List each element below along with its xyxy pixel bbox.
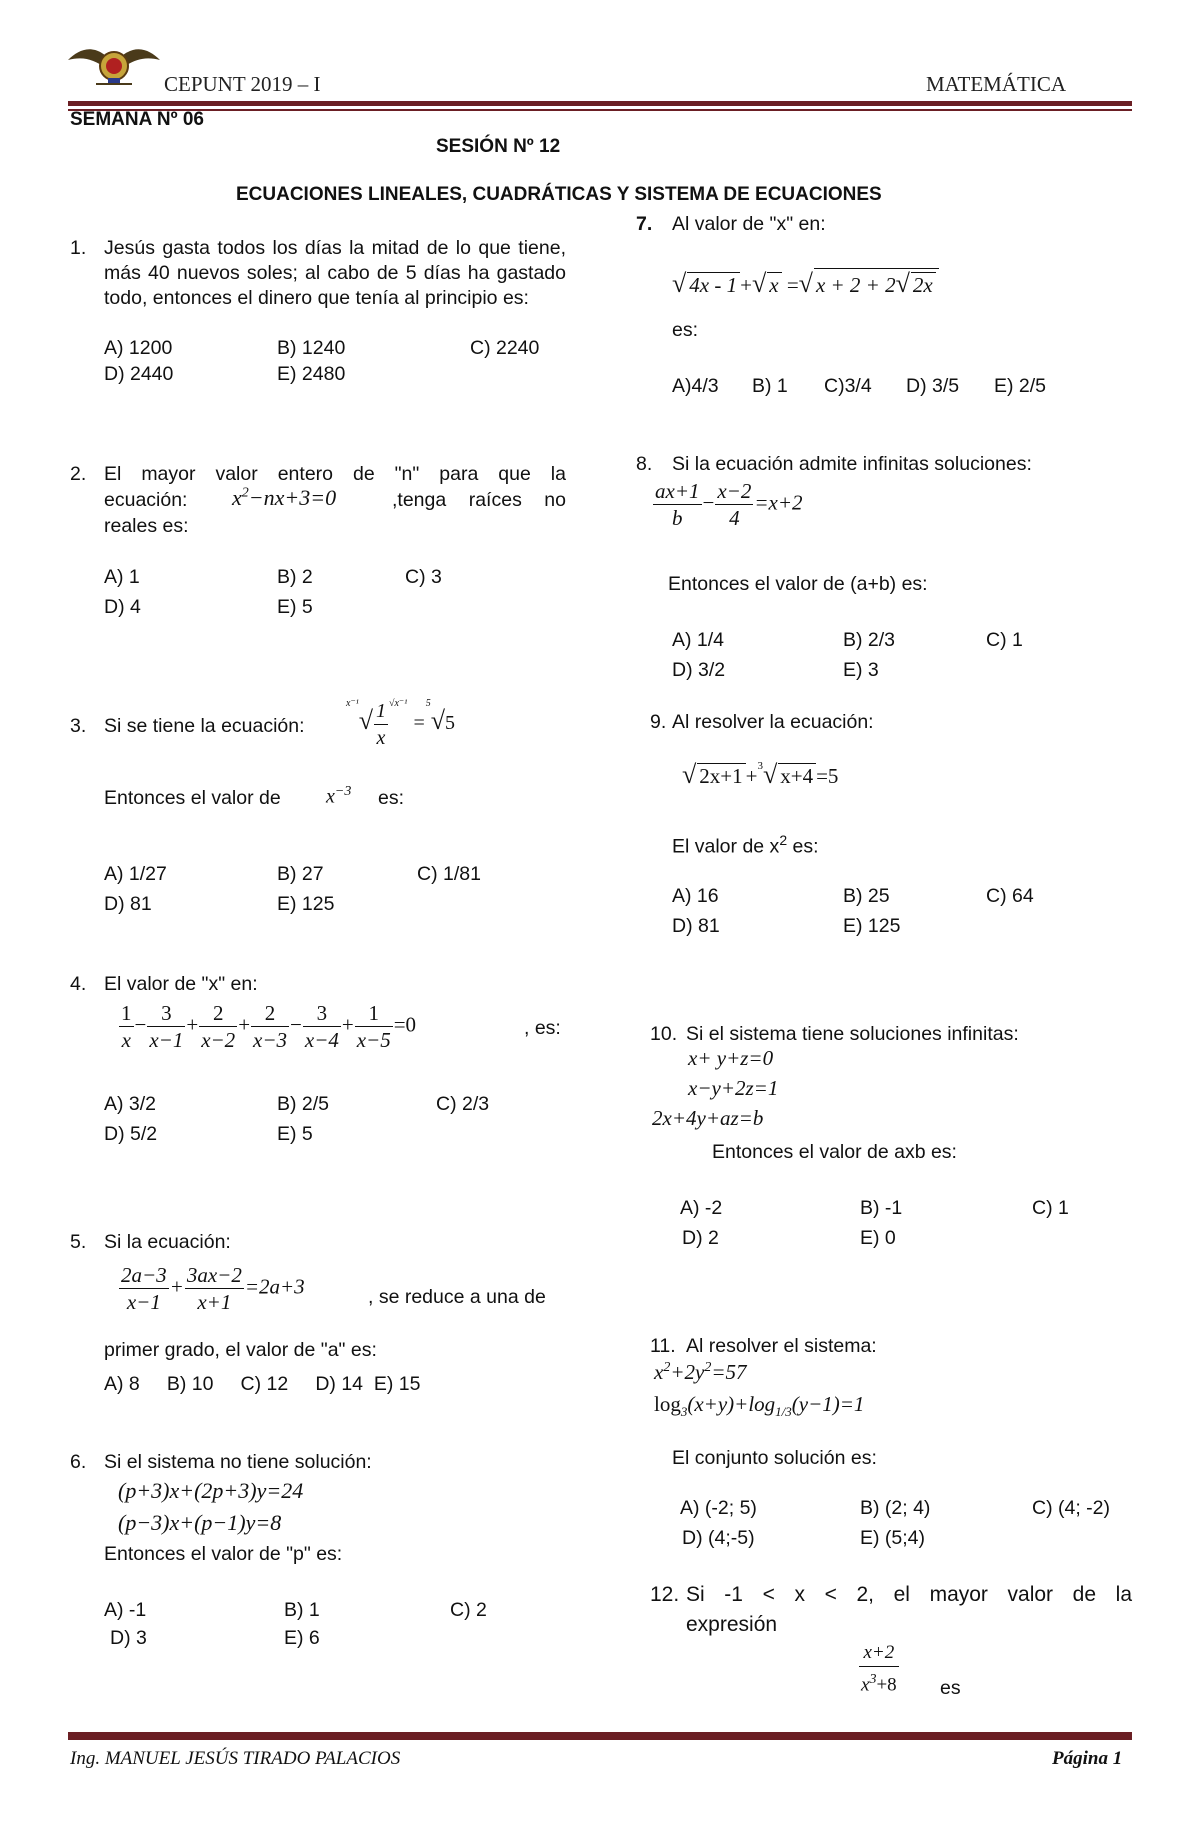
q9-option-b: B) 25 xyxy=(843,885,890,907)
q7-number: 7. xyxy=(636,213,653,235)
q10-option-d: D) 2 xyxy=(682,1227,719,1249)
q9-root-index: 3 xyxy=(757,760,763,772)
q11-e2a: log xyxy=(654,1392,681,1416)
q9-number: 9. xyxy=(650,711,667,733)
q6-option-d: D) 3 xyxy=(110,1627,147,1649)
q2-pre: ecuación: xyxy=(104,489,188,511)
semana-label: SEMANA Nº 06 xyxy=(70,109,204,130)
q3-rhs-index: 5 xyxy=(425,698,431,709)
q4-fraction xyxy=(147,1000,185,1053)
q5-equation xyxy=(118,1262,305,1315)
q11-e2b: (x+y)+log xyxy=(687,1392,776,1416)
footer-page: Página 1 xyxy=(1052,1748,1123,1769)
q4-frac-den: x xyxy=(121,1028,131,1052)
footer-author: Ing. MANUEL JESÚS TIRADO PALACIOS xyxy=(70,1748,401,1769)
q5-rhs: =2a+3 xyxy=(244,1274,305,1299)
q4-sign: + xyxy=(238,1012,251,1037)
q3-option-d: D) 81 xyxy=(104,893,152,915)
q1-text: Jesús gasta todos los días la mitad de lo que tiene, más 40 nuevos soles; al cabo de 5 días ha gastado todo, entonces el dinero que tenía al principio es: xyxy=(104,237,566,309)
q5-frac2-den: x+1 xyxy=(197,1290,232,1314)
q7-es: es: xyxy=(672,319,699,341)
q4-option-e: E) 5 xyxy=(277,1123,313,1145)
q9-line2-exp: 2 xyxy=(779,832,788,848)
q7-option-a: A)4/3 xyxy=(672,375,719,397)
q4-fraction xyxy=(303,1000,341,1053)
q2-eq-rest: −nx+3=0 xyxy=(248,485,337,510)
header-right: MATEMÁTICA xyxy=(926,72,1066,96)
q1-option-e: E) 2480 xyxy=(277,363,346,385)
q2-equation xyxy=(232,485,336,511)
q4-fraction xyxy=(119,1000,134,1053)
q3-option-e: E) 125 xyxy=(277,893,335,915)
q8-line2: Entonces el valor de (a+b) es: xyxy=(668,573,928,595)
q7-option-e: E) 2/5 xyxy=(994,375,1047,397)
q2-number: 2. xyxy=(70,463,87,485)
q6-option-a: A) -1 xyxy=(104,1599,147,1621)
q2-eq-x: x xyxy=(232,485,242,510)
q5-frac1-den: x−1 xyxy=(126,1290,161,1314)
q10-option-b: B) -1 xyxy=(860,1197,903,1219)
q4-frac-den: x−2 xyxy=(201,1028,236,1052)
q4-option-a: A) 3/2 xyxy=(104,1093,157,1115)
q7-root2: x xyxy=(767,272,781,298)
q12-fraction xyxy=(858,1640,900,1698)
q8-option-e: E) 3 xyxy=(843,659,879,681)
q8-option-c: C) 1 xyxy=(986,629,1023,651)
q9-option-c: C) 64 xyxy=(986,885,1034,907)
q5-frac2-num: 3ax−2 xyxy=(186,1263,242,1287)
q10-eq3: 2x+4y+az=b xyxy=(652,1106,764,1130)
q7-root3: x + 2 + 2 xyxy=(815,273,896,297)
q2-eq-exp: 2 xyxy=(241,485,249,501)
q4-number: 4. xyxy=(70,973,87,995)
q11-e2-sub2: 1/3 xyxy=(775,1404,792,1420)
q4-sign: − xyxy=(134,1012,147,1037)
q9-line2 xyxy=(672,828,819,860)
page-title: ECUACIONES LINEALES, CUADRÁTICAS Y SISTEMA DE ECUACIONES xyxy=(236,184,882,205)
q1-option-b: B) 1240 xyxy=(277,337,346,359)
q8-option-b: B) 2/3 xyxy=(843,629,896,651)
q5-tail: , se reduce a una de xyxy=(368,1286,546,1308)
header-left: CEPUNT 2019 – I xyxy=(164,72,321,96)
q4-option-b: B) 2/5 xyxy=(277,1093,330,1115)
q12-line2: expresión xyxy=(686,1613,778,1636)
q1-option-d: D) 2440 xyxy=(104,363,174,385)
q1-option-c: C) 2240 xyxy=(470,337,540,359)
q5-line2: primer grado, el valor de "a" es: xyxy=(104,1339,377,1361)
q3-rhs: 5 xyxy=(444,712,455,735)
q3-x: x xyxy=(326,785,335,808)
q3-line2b: es: xyxy=(378,787,405,809)
q12-frac-num: x+2 xyxy=(859,1640,899,1667)
q3-option-b: B) 27 xyxy=(277,863,324,885)
q4-fraction xyxy=(251,1000,289,1053)
q10-text: Si el sistema tiene soluciones infinitas: xyxy=(686,1023,1019,1045)
q3-number: 3. xyxy=(70,715,87,737)
q8-option-a: A) 1/4 xyxy=(672,629,725,651)
q8-minus: − xyxy=(702,490,715,515)
q5-text: Si la ecuación: xyxy=(104,1231,231,1253)
q12-den-exp: 3 xyxy=(869,1672,877,1687)
q4-frac-num: 3 xyxy=(303,1000,341,1027)
q11-option-d: D) (4;-5) xyxy=(682,1527,755,1549)
q10-eq2: x−y+2z=1 xyxy=(688,1076,779,1100)
q2-option-e: E) 5 xyxy=(277,596,313,618)
q10-option-a: A) -2 xyxy=(680,1197,723,1219)
q4-tail: , es: xyxy=(524,1017,561,1039)
q12-es: es xyxy=(940,1677,961,1699)
q4-frac-num: 2 xyxy=(199,1000,237,1027)
q3-line2a: Entonces el valor de xyxy=(104,787,281,809)
q12-frac-den xyxy=(859,1667,899,1698)
q4-frac-num: 1 xyxy=(121,1001,132,1025)
q8-frac1-den: b xyxy=(672,506,683,530)
q3-xpow xyxy=(326,784,351,809)
q3-exp: −3 xyxy=(334,784,352,799)
q7-option-c: C)3/4 xyxy=(824,375,872,397)
q11-e1-exp2: 2 xyxy=(704,1360,712,1375)
q11-e1a: x xyxy=(654,1360,664,1384)
q4-option-c: C) 2/3 xyxy=(436,1093,490,1115)
q8-frac2-den: 4 xyxy=(729,506,740,530)
q4-fraction xyxy=(199,1000,237,1053)
q4-text: El valor de "x" en: xyxy=(104,973,258,995)
q5-number: 5. xyxy=(70,1231,87,1253)
q1-option-a: A) 1200 xyxy=(104,337,173,359)
q11-e2c: (y−1)=1 xyxy=(791,1392,865,1416)
q11-option-a: A) (-2; 5) xyxy=(680,1497,757,1519)
q8-text: Si la ecuación admite infinitas soluciones: xyxy=(672,453,1032,475)
q6-number: 6. xyxy=(70,1451,87,1473)
q9-root2: x+4 xyxy=(778,763,816,789)
q10-option-c: C) 1 xyxy=(1032,1197,1069,1219)
q9-plus: + xyxy=(745,764,758,788)
q9-rhs: =5 xyxy=(816,764,839,788)
q3-frac-den: x xyxy=(376,727,386,749)
q9-line2b: es: xyxy=(787,835,819,858)
q9-equation: √ 2x+1 +$^3$√ x+4 =5 xyxy=(682,760,839,789)
q3-option-a: A) 1/27 xyxy=(104,863,167,885)
q5-plus: + xyxy=(169,1274,184,1299)
q2-option-a: A) 1 xyxy=(104,566,140,588)
q2-post: ,tenga raíces no xyxy=(392,489,566,511)
q10-number: 10. xyxy=(650,1023,678,1045)
q6-eq1: (p+3)x+(2p+3)y=24 xyxy=(118,1478,304,1503)
q6-option-c: C) 2 xyxy=(450,1599,487,1621)
q10-line2: Entonces el valor de axb es: xyxy=(712,1141,957,1163)
q4-frac-den: x−1 xyxy=(149,1028,184,1052)
q2-option-b: B) 2 xyxy=(277,566,313,588)
q7-text: Al valor de "x" en: xyxy=(672,213,826,235)
q8-frac2-num: x−2 xyxy=(717,479,752,503)
q4-frac-num: 3 xyxy=(147,1000,185,1027)
q8-rhs: =x+2 xyxy=(754,490,803,515)
q7-option-b: B) 1 xyxy=(752,375,788,397)
q11-number: 11. xyxy=(650,1335,676,1357)
q5-frac1-num: 2a−3 xyxy=(121,1263,167,1287)
q10-eq1: x+ y+z=0 xyxy=(688,1046,774,1070)
header-rule-thin xyxy=(68,109,1132,111)
q10-option-e: E) 0 xyxy=(860,1227,896,1249)
q9-text: Al resolver la ecuación: xyxy=(672,711,874,733)
q6-option-b: B) 1 xyxy=(284,1599,320,1621)
q2-line3: reales es: xyxy=(104,515,189,537)
q9-line2a: El valor de x xyxy=(672,835,780,858)
q12-line1: Si -1 < x < 2, el mayor valor de la xyxy=(686,1583,1132,1606)
q11-e1b: +2y xyxy=(670,1360,705,1384)
q7-root4: 2x xyxy=(911,272,936,298)
q12-den-rest: +8 xyxy=(876,1674,897,1696)
q11-text: Al resolver el sistema: xyxy=(686,1335,877,1357)
q2-option-c: C) 3 xyxy=(405,566,442,588)
header-rule xyxy=(68,101,1132,106)
q3-frac-num: 1 xyxy=(374,698,388,725)
q8-number: 8. xyxy=(636,453,653,475)
q7-option-d: D) 3/5 xyxy=(906,375,960,397)
q4-option-d: D) 5/2 xyxy=(104,1123,158,1145)
q11-eq2 xyxy=(654,1392,864,1420)
q12-number: 12. xyxy=(650,1583,680,1606)
q3-equation: $^{x^{-1}}$√ $\frac{1}{x}$ $^{√x^{-1}}$ =$^5$√5 xyxy=(346,698,455,749)
q7-equation: √ 4x - 1 +√ x =√ x + 2 + 2√ 2x xyxy=(672,268,939,299)
q11-option-c: C) (4; -2) xyxy=(1032,1497,1110,1519)
q9-option-d: D) 81 xyxy=(672,915,720,937)
q5-options: A) 8 B) 10 C) 12 D) 14 E) 15 xyxy=(104,1373,421,1395)
q9-option-a: A) 16 xyxy=(672,885,719,907)
q4-equation xyxy=(118,1000,416,1053)
q4-sign: + xyxy=(186,1012,199,1037)
q7-eq: = xyxy=(786,273,799,297)
q11-option-e: E) (5;4) xyxy=(860,1527,926,1549)
q4-fraction xyxy=(355,1000,393,1053)
q9-root1: 2x+1 xyxy=(697,763,745,789)
q9-option-e: E) 125 xyxy=(843,915,901,937)
q7-plus: + xyxy=(740,273,752,297)
q4-frac-num: 1 xyxy=(355,1000,393,1027)
q11-line2: El conjunto solución es: xyxy=(672,1447,877,1469)
q3-option-c: C) 1/81 xyxy=(417,863,481,885)
sesion-label: SESIÓN Nº 12 xyxy=(436,136,561,157)
q12-den-x: x xyxy=(861,1674,870,1696)
q1-number: 1. xyxy=(70,237,87,259)
q11-eq1 xyxy=(654,1360,747,1385)
q3-root-index: x⁻¹ xyxy=(346,698,359,709)
footer-rule xyxy=(68,1732,1132,1740)
q4-frac-den: x−3 xyxy=(253,1028,288,1052)
q6-eq2: (p−3)x+(p−1)y=8 xyxy=(118,1510,282,1535)
q4-frac-den: x−5 xyxy=(356,1028,391,1052)
q4-sign: − xyxy=(290,1012,302,1037)
q8-option-d: D) 3/2 xyxy=(672,659,726,681)
university-seal-logo xyxy=(66,34,162,90)
q2-line1: El mayor valor entero de "n" para que la xyxy=(104,463,566,485)
q8-frac1-num: ax+1 xyxy=(655,479,700,503)
q2-option-d: D) 4 xyxy=(104,596,141,618)
q6-line2: Entonces el valor de "p" es: xyxy=(104,1543,343,1565)
q4-sign: + xyxy=(341,1012,354,1037)
q6-text: Si el sistema no tiene solución: xyxy=(104,1451,372,1473)
q8-equation xyxy=(652,478,803,531)
q11-e1-exp: 2 xyxy=(663,1360,671,1375)
q7-root1: 4x - 1 xyxy=(687,272,740,298)
q4-frac-den: x−4 xyxy=(304,1028,339,1052)
q6-option-e: E) 6 xyxy=(284,1627,320,1649)
q11-e2-sub: 3 xyxy=(680,1404,688,1420)
q3-text: Si se tiene la ecuación: xyxy=(104,715,305,737)
q11-e1c: =57 xyxy=(711,1360,747,1384)
q4-frac-num: 2 xyxy=(251,1000,289,1027)
q3-inner-index: √x⁻¹ xyxy=(389,698,408,709)
q11-option-b: B) (2; 4) xyxy=(860,1497,931,1519)
q4-rhs: =0 xyxy=(393,1012,417,1037)
